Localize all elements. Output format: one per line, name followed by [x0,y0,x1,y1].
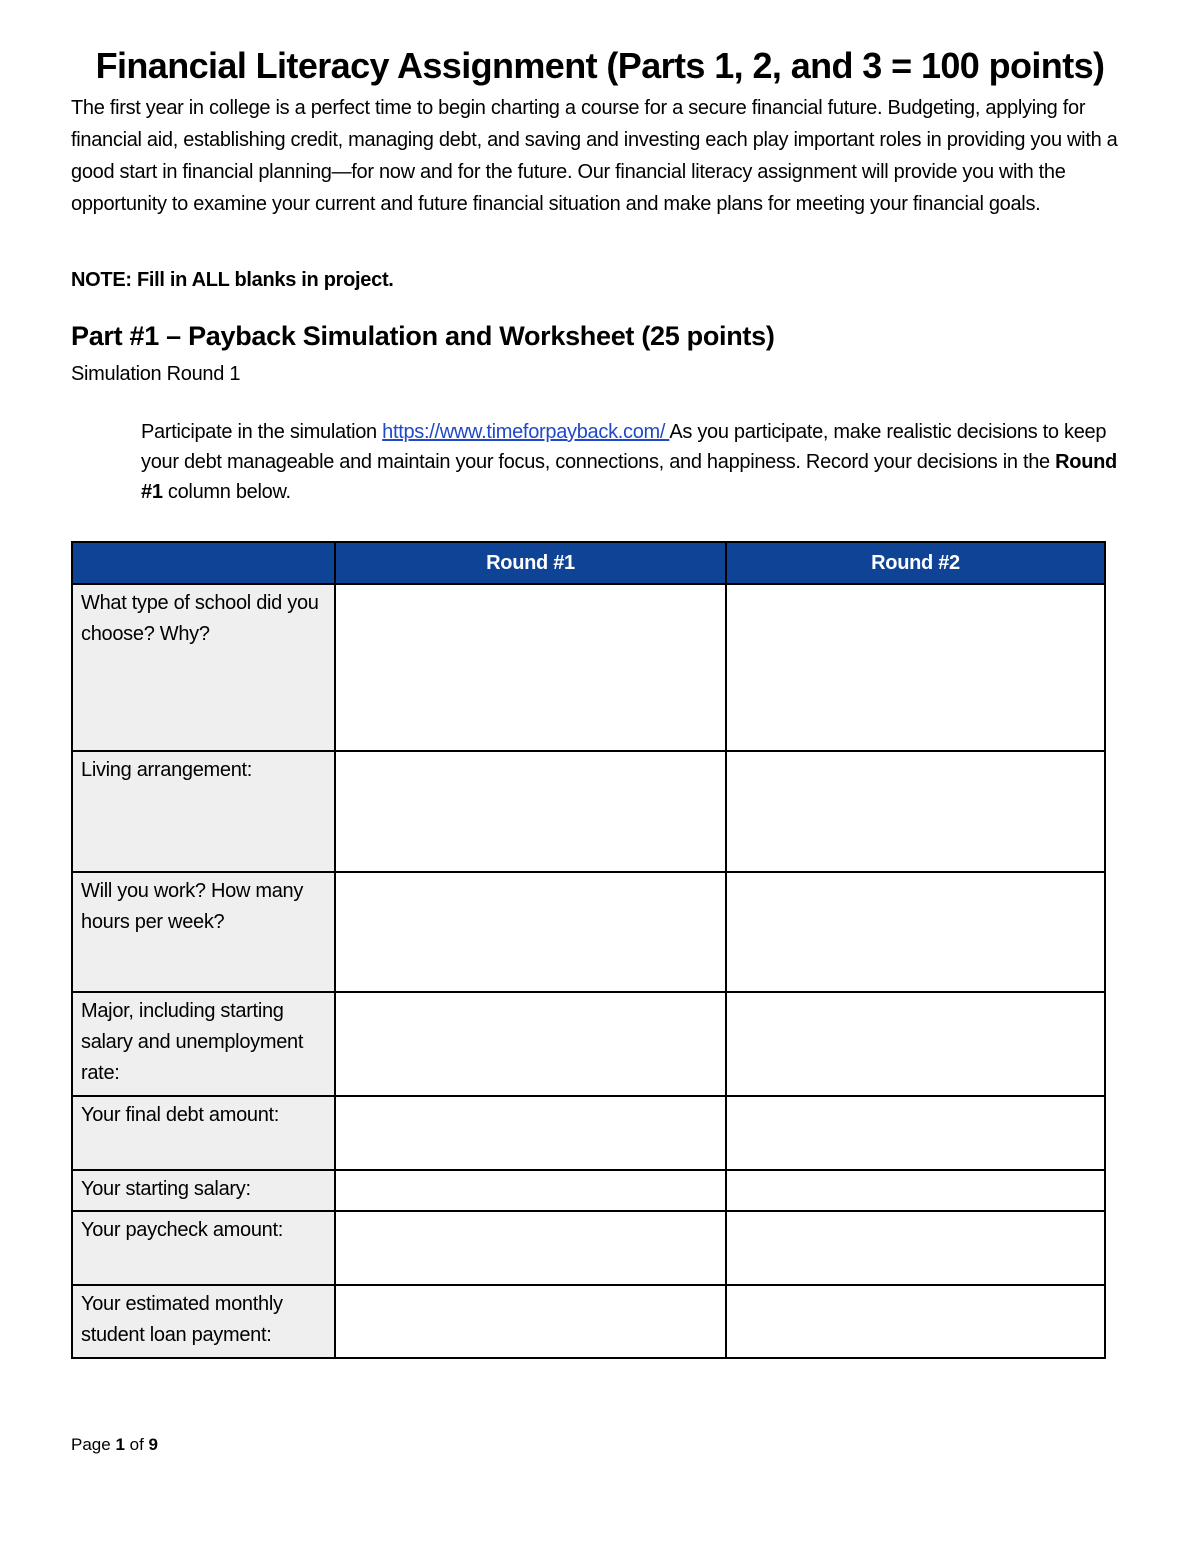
table-header-row [72,542,1105,584]
row-label-salary: Your starting salary: [72,1170,335,1211]
round2-cell-paycheck[interactable] [726,1211,1105,1285]
instruction-paragraph [141,417,1131,507]
table-row [72,584,1105,751]
intro-paragraph: The first year in college is a perfect time to begin charting a course for a secure financial future. Budgeting, applying for financial aid, establishing credit, managing debt, and saving and investing each play important roles in providing you with a good start in financial planning—for now and for the future. Our financial literacy assignment will provide you with the opportunity to examine your current and future financial situation and make plans for meeting your financial goals. [71,97,1118,215]
round1-cell-major[interactable] [335,992,726,1096]
page-footer [71,1432,158,1458]
simulation-record-table [71,541,1106,1359]
round1-cell-living[interactable] [335,751,726,872]
row-label-living: Living arrangement: [72,751,335,872]
round1-cell-school[interactable] [335,584,726,751]
row-label-major: Major, including starting salary and unemployment rate: [72,992,335,1096]
table-row [72,872,1105,992]
round1-cell-work[interactable] [335,872,726,992]
table-row [72,992,1105,1096]
row-label-school: What type of school did you choose? Why? [72,584,335,751]
page-of: of [124,1435,149,1454]
instruction-text-continued: As you participate, make realistic decisions to keep your debt manageable and maintain your focus, connections, and happiness. Record your decisions in the [141,421,1107,473]
table-row [72,1285,1105,1358]
page-title: Financial Literacy Assignment (Parts 1, 2, and 3 = 100 points) [95,45,1105,86]
row-label-paycheck: Your paycheck amount: [72,1211,335,1285]
page-prefix: Page [71,1435,116,1454]
round2-cell-salary[interactable] [726,1170,1105,1211]
round1-cell-paycheck[interactable] [335,1211,726,1285]
table-row [72,751,1105,872]
round2-cell-living[interactable] [726,751,1105,872]
row-label-debt: Your final debt amount: [72,1096,335,1170]
note-text: NOTE: Fill in ALL blanks in project. [71,269,394,291]
round2-cell-work[interactable] [726,872,1105,992]
page-total: 9 [148,1435,158,1454]
round1-cell-debt[interactable] [335,1096,726,1170]
row-label-loan-payment: Your estimated monthly student loan payment: [72,1285,335,1358]
page-current: 1 [115,1435,125,1454]
simulation-round-label: Simulation Round 1 [71,363,241,385]
payback-link[interactable]: https://www.timeforpayback.com/ [382,421,670,443]
round2-cell-debt[interactable] [726,1096,1105,1170]
part1-heading: Part #1 – Payback Simulation and Worksheet (25 points) [71,321,775,351]
round2-cell-school[interactable] [726,584,1105,751]
round2-cell-loan-payment[interactable] [726,1285,1105,1358]
header-round-1: Round #1 [335,542,726,584]
instruction-text: Participate in the simulation [141,421,383,443]
table-row [72,1211,1105,1285]
round1-cell-salary[interactable] [335,1170,726,1211]
table-row [72,1096,1105,1170]
round2-cell-major[interactable] [726,992,1105,1096]
row-label-work: Will you work? How many hours per week? [72,872,335,992]
header-corner-cell [72,542,335,584]
table-row [72,1170,1105,1211]
instruction-bold: Round #1 [141,451,1117,503]
instruction-end: column below. [162,481,291,503]
header-round-2: Round #2 [726,542,1105,584]
round1-cell-loan-payment[interactable] [335,1285,726,1358]
